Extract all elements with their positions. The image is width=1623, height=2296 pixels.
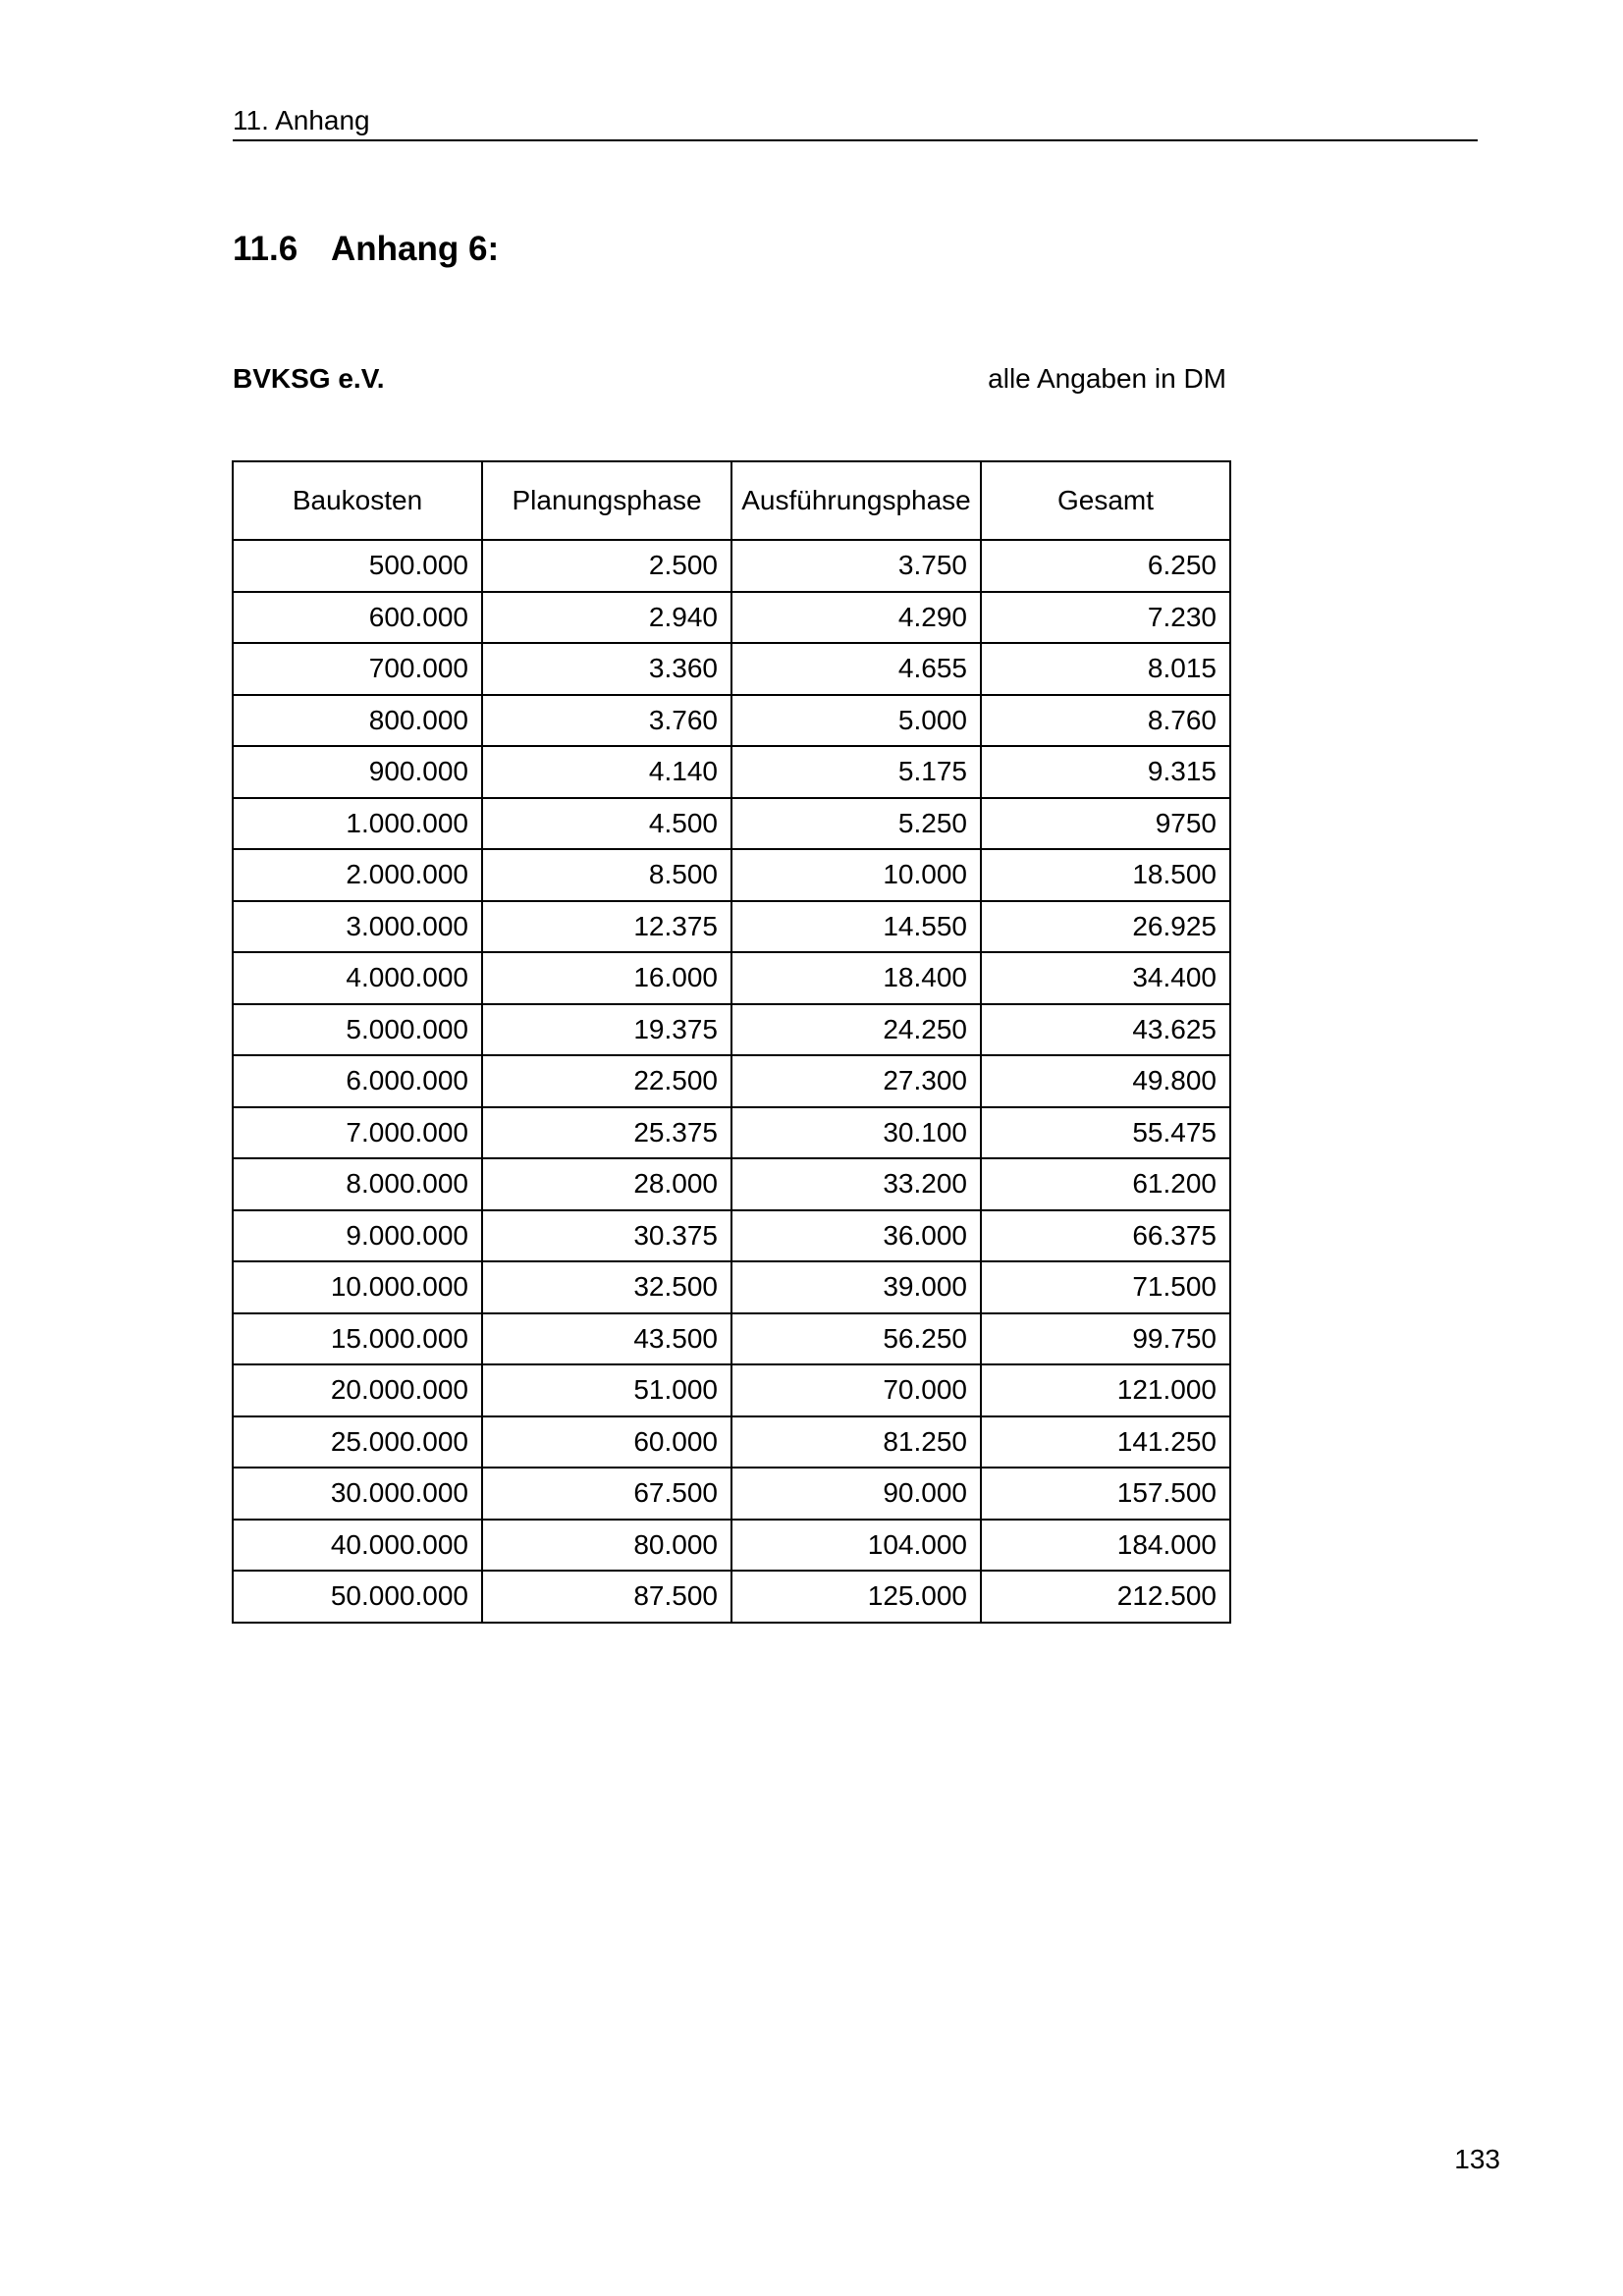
table-row <box>233 1261 1230 1313</box>
cell-baukosten: 4.000.000 <box>233 952 482 1004</box>
section-title <box>233 228 499 271</box>
cell-baukosten: 800.000 <box>233 695 482 747</box>
cell-ausfuehrungsphase: 36.000 <box>731 1210 981 1262</box>
cell-baukosten: 30.000.000 <box>233 1468 482 1520</box>
cell-planungsphase: 87.500 <box>482 1571 731 1623</box>
cell-ausfuehrungsphase: 10.000 <box>731 849 981 901</box>
table-row <box>233 901 1230 953</box>
cell-planungsphase: 43.500 <box>482 1313 731 1365</box>
cell-baukosten: 40.000.000 <box>233 1520 482 1572</box>
cell-ausfuehrungsphase: 81.250 <box>731 1416 981 1468</box>
cell-ausfuehrungsphase: 4.290 <box>731 592 981 644</box>
cell-gesamt: 184.000 <box>981 1520 1230 1572</box>
cell-ausfuehrungsphase: 39.000 <box>731 1261 981 1313</box>
cell-ausfuehrungsphase: 3.750 <box>731 540 981 592</box>
cell-gesamt: 6.250 <box>981 540 1230 592</box>
table-row <box>233 1107 1230 1159</box>
table-row <box>233 1571 1230 1623</box>
cell-planungsphase: 8.500 <box>482 849 731 901</box>
cell-planungsphase: 51.000 <box>482 1364 731 1416</box>
cell-gesamt: 212.500 <box>981 1571 1230 1623</box>
running-header-title: 11. Anhang <box>233 105 370 135</box>
cell-planungsphase: 30.375 <box>482 1210 731 1262</box>
table-row <box>233 1416 1230 1468</box>
cell-gesamt: 71.500 <box>981 1261 1230 1313</box>
table-row <box>233 798 1230 850</box>
cell-planungsphase: 4.500 <box>482 798 731 850</box>
cell-baukosten: 2.000.000 <box>233 849 482 901</box>
cell-ausfuehrungsphase: 18.400 <box>731 952 981 1004</box>
cell-planungsphase: 25.375 <box>482 1107 731 1159</box>
cell-baukosten: 3.000.000 <box>233 901 482 953</box>
cell-baukosten: 25.000.000 <box>233 1416 482 1468</box>
cell-baukosten: 50.000.000 <box>233 1571 482 1623</box>
cell-gesamt: 141.250 <box>981 1416 1230 1468</box>
cell-baukosten: 600.000 <box>233 592 482 644</box>
running-header <box>233 104 1478 141</box>
cell-gesamt: 157.500 <box>981 1468 1230 1520</box>
cell-planungsphase: 67.500 <box>482 1468 731 1520</box>
table-row <box>233 1210 1230 1262</box>
table-row <box>233 952 1230 1004</box>
cell-ausfuehrungsphase: 90.000 <box>731 1468 981 1520</box>
table-row <box>233 1520 1230 1572</box>
cell-ausfuehrungsphase: 27.300 <box>731 1055 981 1107</box>
cell-planungsphase: 16.000 <box>482 952 731 1004</box>
cell-baukosten: 10.000.000 <box>233 1261 482 1313</box>
cell-gesamt: 18.500 <box>981 849 1230 901</box>
cell-planungsphase: 4.140 <box>482 746 731 798</box>
table-row <box>233 695 1230 747</box>
table-row <box>233 1158 1230 1210</box>
cell-planungsphase: 32.500 <box>482 1261 731 1313</box>
cell-planungsphase: 3.360 <box>482 643 731 695</box>
cell-planungsphase: 22.500 <box>482 1055 731 1107</box>
cell-planungsphase: 2.940 <box>482 592 731 644</box>
cell-gesamt: 34.400 <box>981 952 1230 1004</box>
cell-baukosten: 1.000.000 <box>233 798 482 850</box>
cell-planungsphase: 19.375 <box>482 1004 731 1056</box>
cell-gesamt: 49.800 <box>981 1055 1230 1107</box>
section-heading: Anhang 6: <box>331 230 500 268</box>
cell-gesamt: 61.200 <box>981 1158 1230 1210</box>
cell-planungsphase: 60.000 <box>482 1416 731 1468</box>
cell-baukosten: 5.000.000 <box>233 1004 482 1056</box>
column-header-gesamt: Gesamt <box>981 461 1230 540</box>
cell-ausfuehrungsphase: 4.655 <box>731 643 981 695</box>
cell-gesamt: 55.475 <box>981 1107 1230 1159</box>
cell-planungsphase: 28.000 <box>482 1158 731 1210</box>
cell-ausfuehrungsphase: 33.200 <box>731 1158 981 1210</box>
cell-ausfuehrungsphase: 30.100 <box>731 1107 981 1159</box>
cell-gesamt: 66.375 <box>981 1210 1230 1262</box>
cell-gesamt: 8.015 <box>981 643 1230 695</box>
cell-baukosten: 15.000.000 <box>233 1313 482 1365</box>
table-row <box>233 540 1230 592</box>
cell-gesamt: 26.925 <box>981 901 1230 953</box>
cell-ausfuehrungsphase: 24.250 <box>731 1004 981 1056</box>
cell-gesamt: 7.230 <box>981 592 1230 644</box>
cell-gesamt: 99.750 <box>981 1313 1230 1365</box>
cell-ausfuehrungsphase: 104.000 <box>731 1520 981 1572</box>
cell-gesamt: 121.000 <box>981 1364 1230 1416</box>
cell-baukosten: 9.000.000 <box>233 1210 482 1262</box>
organization-name: BVKSG e.V. <box>233 363 385 394</box>
cell-gesamt: 8.760 <box>981 695 1230 747</box>
table-body <box>233 540 1230 1623</box>
cell-ausfuehrungsphase: 14.550 <box>731 901 981 953</box>
table-row <box>233 746 1230 798</box>
section-number: 11.6 <box>233 230 298 268</box>
cell-planungsphase: 2.500 <box>482 540 731 592</box>
cell-gesamt: 43.625 <box>981 1004 1230 1056</box>
cell-baukosten: 6.000.000 <box>233 1055 482 1107</box>
cell-baukosten: 900.000 <box>233 746 482 798</box>
cell-baukosten: 7.000.000 <box>233 1107 482 1159</box>
cell-planungsphase: 12.375 <box>482 901 731 953</box>
cell-ausfuehrungsphase: 125.000 <box>731 1571 981 1623</box>
table-row <box>233 849 1230 901</box>
page-number: 133 <box>1454 2144 1500 2174</box>
table-row <box>233 1364 1230 1416</box>
table-row <box>233 643 1230 695</box>
fee-table <box>232 460 1231 1624</box>
cell-planungsphase: 80.000 <box>482 1520 731 1572</box>
cell-ausfuehrungsphase: 5.175 <box>731 746 981 798</box>
column-header-planungsphase: Planungsphase <box>482 461 731 540</box>
cell-baukosten: 20.000.000 <box>233 1364 482 1416</box>
unit-note: alle Angaben in DM <box>988 363 1226 394</box>
cell-baukosten: 500.000 <box>233 540 482 592</box>
cell-gesamt: 9750 <box>981 798 1230 850</box>
table-row <box>233 592 1230 644</box>
table-header-row <box>233 461 1230 540</box>
table-row <box>233 1313 1230 1365</box>
cell-ausfuehrungsphase: 56.250 <box>731 1313 981 1365</box>
table-row <box>233 1055 1230 1107</box>
cell-ausfuehrungsphase: 5.000 <box>731 695 981 747</box>
cell-ausfuehrungsphase: 70.000 <box>731 1364 981 1416</box>
column-header-ausfuehrungsphase: Ausführungsphase <box>731 461 981 540</box>
cell-ausfuehrungsphase: 5.250 <box>731 798 981 850</box>
table-row <box>233 1004 1230 1056</box>
cell-baukosten: 8.000.000 <box>233 1158 482 1210</box>
cell-baukosten: 700.000 <box>233 643 482 695</box>
table-row <box>233 1468 1230 1520</box>
cell-gesamt: 9.315 <box>981 746 1230 798</box>
column-header-baukosten: Baukosten <box>233 461 482 540</box>
cell-planungsphase: 3.760 <box>482 695 731 747</box>
